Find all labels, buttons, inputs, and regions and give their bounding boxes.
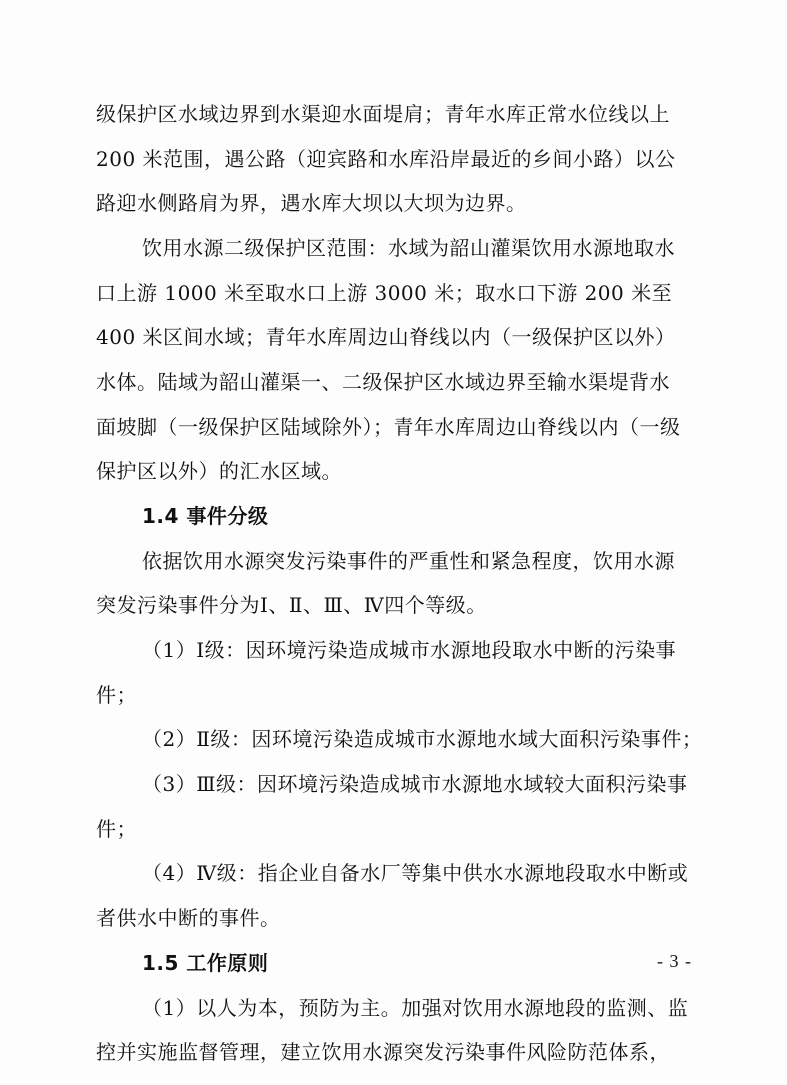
text-line: （4）Ⅳ级：指企业自备水厂等集中供水水源地段取水中断或 [142,861,689,885]
text-line: 依据饮用水源突发污染事件的严重性和紧急程度，饮用水源 [142,549,675,573]
text-line: 口上游 1000 米至取水口上游 3000 米；取水口下游 200 米至 [96,281,673,305]
text-line: 级保护区水域边界到水渠迎水面堤肩；青年水库正常水位线以上 [96,102,670,126]
text-line: 路迎水侧路肩为界，遇水库大坝以大坝为边界。 [96,191,527,215]
text-line: 饮用水源二级保护区范围：水域为韶山灌渠饮用水源地取水 [142,236,675,260]
text-line: 者供水中断的事件。 [96,906,281,930]
text-line: （3）Ⅲ级：因环境污染造成城市水源地水域较大面积污染事 [142,772,688,796]
text-line: 控并实施监督管理，建立饮用水源突发污染事件风险防范体系， [96,1040,670,1064]
text-line: 面坡脚（一级保护区陆域除外）；青年水库周边山脊线以内（一级 [96,415,681,439]
text-line: （1）以人为本，预防为主。加强对饮用水源地段的监测、监 [142,996,689,1020]
text-line: 突发污染事件分为Ⅰ、Ⅱ、Ⅲ、Ⅳ四个等级。 [96,593,487,617]
text-line: 400 米区间水域；青年水库周边山脊线以内（一级保护区以外） [96,325,676,349]
section-heading: 1.4 事件分级 [142,504,269,528]
text-line: （2）Ⅱ级：因环境污染造成城市水源地水域大面积污染事件； [142,727,703,751]
text-line: 件； [96,683,137,707]
page-number: - 3 - [657,951,692,971]
text-line: 水体。陆域为韶山灌渠一、二级保护区水域边界至输水渠堤背水 [96,370,670,394]
text-line: （1）Ⅰ级：因环境污染造成城市水源地段取水中断的污染事 [142,638,677,662]
section-heading: 1.5 工作原则 [142,951,269,975]
text-line: 200 米范围，遇公路（迎宾路和水库沿岸最近的乡间小路）以公 [96,147,676,171]
text-line: 件； [96,817,137,841]
text-line: 保护区以外）的汇水区域。 [96,459,342,483]
